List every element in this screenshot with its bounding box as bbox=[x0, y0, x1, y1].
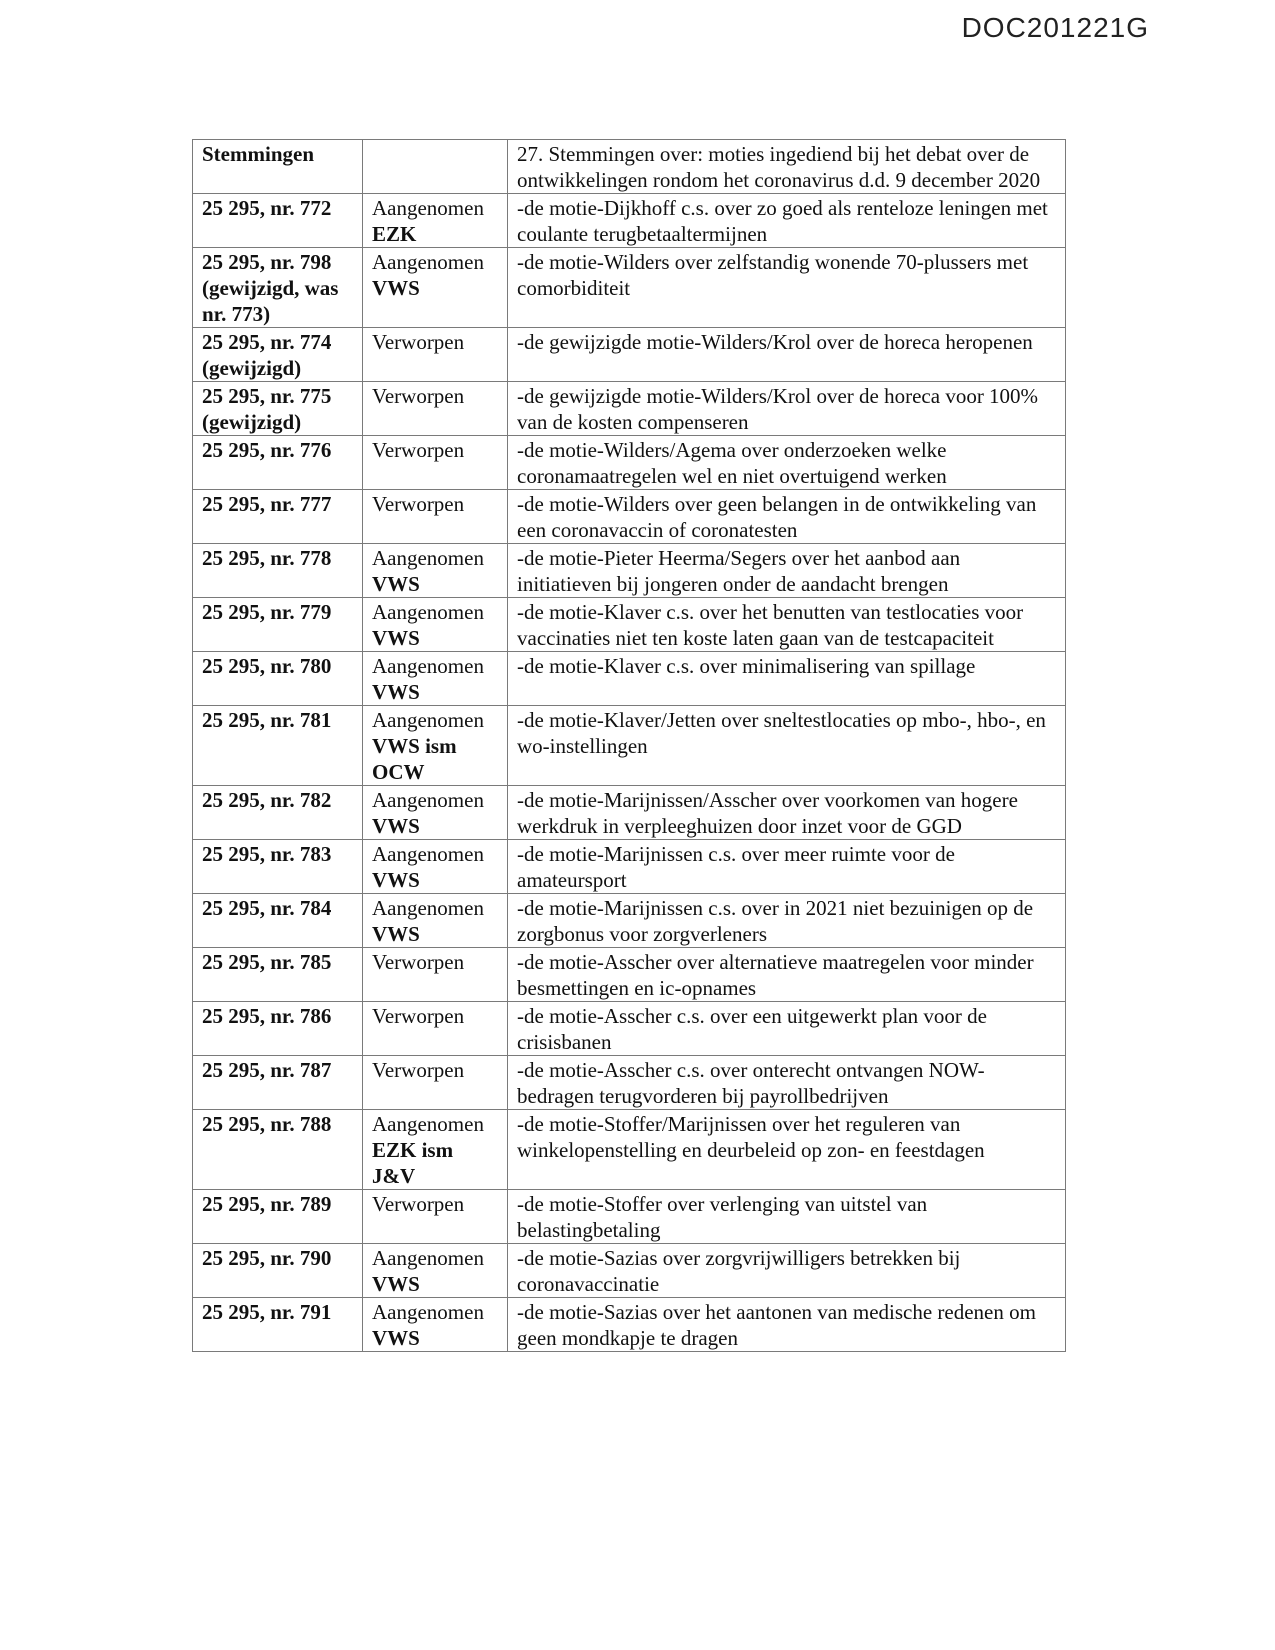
motion-number: 25 295, nr. 779 bbox=[193, 598, 363, 652]
table-row bbox=[193, 544, 1066, 598]
responsible-ministry: VWS bbox=[372, 680, 420, 704]
vote-result-cell bbox=[363, 194, 508, 248]
motion-number: 25 295, nr. 791 bbox=[193, 1298, 363, 1352]
vote-result-cell bbox=[363, 328, 508, 382]
vote-result-cell bbox=[363, 840, 508, 894]
vote-result-cell bbox=[363, 1002, 508, 1056]
table-row bbox=[193, 248, 1066, 328]
responsible-ministry: VWS bbox=[372, 626, 420, 650]
motion-description: -de motie-Marijnissen c.s. over meer ruimte voor de amateursport bbox=[508, 840, 1066, 894]
responsible-ministry: VWS bbox=[372, 572, 420, 596]
table-row bbox=[193, 1244, 1066, 1298]
vote-result-cell bbox=[363, 598, 508, 652]
vote-result: Aangenomen bbox=[372, 1246, 484, 1270]
vote-result-cell bbox=[363, 490, 508, 544]
motion-number: 25 295, nr. 781 bbox=[193, 706, 363, 786]
motion-number: 25 295, nr. 784 bbox=[193, 894, 363, 948]
vote-result-cell bbox=[363, 1056, 508, 1110]
motion-description: -de motie-Marijnissen/Asscher over voorkomen van hogere werkdruk in verpleeghuizen door inzet voor de GGD bbox=[508, 786, 1066, 840]
responsible-ministry: VWS bbox=[372, 814, 420, 838]
vote-result: Aangenomen bbox=[372, 1112, 484, 1136]
responsible-ministry: VWS bbox=[372, 922, 420, 946]
motion-number: 25 295, nr. 774 (gewijzigd) bbox=[193, 328, 363, 382]
vote-result: Verworpen bbox=[372, 1004, 465, 1028]
vote-result: Aangenomen bbox=[372, 788, 484, 812]
motion-description: -de motie-Stoffer over verlenging van uitstel van belastingbetaling bbox=[508, 1190, 1066, 1244]
motion-number: 25 295, nr. 787 bbox=[193, 1056, 363, 1110]
vote-result: Verworpen bbox=[372, 950, 465, 974]
motion-description: -de motie-Klaver/Jetten over sneltestlocaties op mbo-, hbo-, en wo-instellingen bbox=[508, 706, 1066, 786]
vote-result: Aangenomen bbox=[372, 654, 484, 678]
table-row bbox=[193, 894, 1066, 948]
table-row bbox=[193, 1190, 1066, 1244]
motion-description: -de motie-Asscher c.s. over onterecht ontvangen NOW-bedragen terugvorderen bij payrollbedrijven bbox=[508, 1056, 1066, 1110]
vote-result: Aangenomen bbox=[372, 842, 484, 866]
vote-result: Aangenomen bbox=[372, 708, 484, 732]
motion-description: -de motie-Wilders/Agema over onderzoeken welke coronamaatregelen wel en niet overtuigend werken bbox=[508, 436, 1066, 490]
vote-result-cell bbox=[363, 894, 508, 948]
motion-description: -de motie-Stoffer/Marijnissen over het reguleren van winkelopenstelling en deurbeleid op zon- en feestdagen bbox=[508, 1110, 1066, 1190]
vote-result: Verworpen bbox=[372, 330, 465, 354]
table-row bbox=[193, 1110, 1066, 1190]
vote-result-cell bbox=[363, 948, 508, 1002]
table-row bbox=[193, 194, 1066, 248]
table-row bbox=[193, 1056, 1066, 1110]
motion-description: -de gewijzigde motie-Wilders/Krol over de horeca heropenen bbox=[508, 328, 1066, 382]
responsible-ministry: VWS bbox=[372, 1272, 420, 1296]
motion-number: 25 295, nr. 783 bbox=[193, 840, 363, 894]
vote-result: Aangenomen bbox=[372, 600, 484, 624]
motion-description: -de motie-Klaver c.s. over het benutten van testlocaties voor vaccinaties niet ten koste laten gaan van de testcapaciteit bbox=[508, 598, 1066, 652]
motion-description: -de motie-Asscher over alternatieve maatregelen voor minder besmettingen en ic-opnames bbox=[508, 948, 1066, 1002]
vote-result-cell bbox=[363, 1298, 508, 1352]
motion-description: -de motie-Sazias over het aantonen van medische redenen om geen mondkapje te dragen bbox=[508, 1298, 1066, 1352]
vote-result-cell bbox=[363, 382, 508, 436]
vote-result-cell bbox=[363, 652, 508, 706]
vote-result-cell bbox=[363, 1190, 508, 1244]
document-id: DOC201221G bbox=[961, 12, 1149, 43]
motion-number: 25 295, nr. 778 bbox=[193, 544, 363, 598]
vote-result-cell bbox=[363, 248, 508, 328]
motion-description: -de motie-Asscher c.s. over een uitgewerkt plan voor de crisisbanen bbox=[508, 1002, 1066, 1056]
table-row bbox=[193, 840, 1066, 894]
motion-description: -de motie-Pieter Heerma/Segers over het aanbod aan initiatieven bij jongeren onder de aandacht brengen bbox=[508, 544, 1066, 598]
motion-number: 25 295, nr. 785 bbox=[193, 948, 363, 1002]
motion-description: -de motie-Dijkhoff c.s. over zo goed als renteloze leningen met coulante terugbetaaltermijnen bbox=[508, 194, 1066, 248]
vote-result: Verworpen bbox=[372, 438, 465, 462]
table-row bbox=[193, 652, 1066, 706]
motion-number: 25 295, nr. 789 bbox=[193, 1190, 363, 1244]
votes-table bbox=[192, 139, 1066, 1352]
table-row bbox=[193, 948, 1066, 1002]
vote-result: Aangenomen bbox=[372, 1300, 484, 1324]
motion-number: 25 295, nr. 775 (gewijzigd) bbox=[193, 382, 363, 436]
table-row bbox=[193, 328, 1066, 382]
responsible-ministry: VWS bbox=[372, 276, 420, 300]
motion-number: 25 295, nr. 788 bbox=[193, 1110, 363, 1190]
vote-result: Verworpen bbox=[372, 492, 465, 516]
responsible-ministry: EZK ism J&V bbox=[372, 1138, 454, 1188]
vote-result: Verworpen bbox=[372, 384, 465, 408]
vote-result: Aangenomen bbox=[372, 896, 484, 920]
motion-description: -de motie-Wilders over zelfstandig wonende 70-plussers met comorbiditeit bbox=[508, 248, 1066, 328]
motion-description: -de gewijzigde motie-Wilders/Krol over de horeca voor 100% van de kosten compenseren bbox=[508, 382, 1066, 436]
motion-number: 25 295, nr. 786 bbox=[193, 1002, 363, 1056]
vote-result-cell bbox=[363, 706, 508, 786]
table-row bbox=[193, 1002, 1066, 1056]
motion-number: 25 295, nr. 790 bbox=[193, 1244, 363, 1298]
motion-number: 25 295, nr. 782 bbox=[193, 786, 363, 840]
table-row bbox=[193, 436, 1066, 490]
vote-result-cell bbox=[363, 786, 508, 840]
vote-result: Verworpen bbox=[372, 1192, 465, 1216]
vote-result: Verworpen bbox=[372, 1058, 465, 1082]
motion-number: 25 295, nr. 777 bbox=[193, 490, 363, 544]
responsible-ministry: VWS ism OCW bbox=[372, 734, 457, 784]
responsible-ministry: VWS bbox=[372, 868, 420, 892]
motion-description: -de motie-Sazias over zorgvrijwilligers betrekken bij coronavaccinatie bbox=[508, 1244, 1066, 1298]
table-header-row bbox=[193, 140, 1066, 194]
table-row bbox=[193, 786, 1066, 840]
vote-result-cell bbox=[363, 1110, 508, 1190]
vote-result-cell bbox=[363, 1244, 508, 1298]
table-row bbox=[193, 1298, 1066, 1352]
vote-result: Aangenomen bbox=[372, 546, 484, 570]
header-status bbox=[363, 140, 508, 194]
motion-description: -de motie-Wilders over geen belangen in de ontwikkeling van een coronavaccin of coronatesten bbox=[508, 490, 1066, 544]
responsible-ministry: VWS bbox=[372, 1326, 420, 1350]
table-row bbox=[193, 382, 1066, 436]
header-description: 27. Stemmingen over: moties ingediend bij het debat over de ontwikkelingen rondom het coronavirus d.d. 9 december 2020 bbox=[508, 140, 1066, 194]
header-label: Stemmingen bbox=[193, 140, 363, 194]
table-row bbox=[193, 706, 1066, 786]
motion-number: 25 295, nr. 798 (gewijzigd, was nr. 773) bbox=[193, 248, 363, 328]
table-row bbox=[193, 598, 1066, 652]
vote-result-cell bbox=[363, 436, 508, 490]
motion-description: -de motie-Klaver c.s. over minimalisering van spillage bbox=[508, 652, 1066, 706]
vote-result: Aangenomen bbox=[372, 196, 484, 220]
table-row bbox=[193, 490, 1066, 544]
vote-result: Aangenomen bbox=[372, 250, 484, 274]
responsible-ministry: EZK bbox=[372, 222, 417, 246]
vote-result-cell bbox=[363, 544, 508, 598]
motion-description: -de motie-Marijnissen c.s. over in 2021 niet bezuinigen op de zorgbonus voor zorgverleners bbox=[508, 894, 1066, 948]
motion-number: 25 295, nr. 772 bbox=[193, 194, 363, 248]
motion-number: 25 295, nr. 780 bbox=[193, 652, 363, 706]
motion-number: 25 295, nr. 776 bbox=[193, 436, 363, 490]
